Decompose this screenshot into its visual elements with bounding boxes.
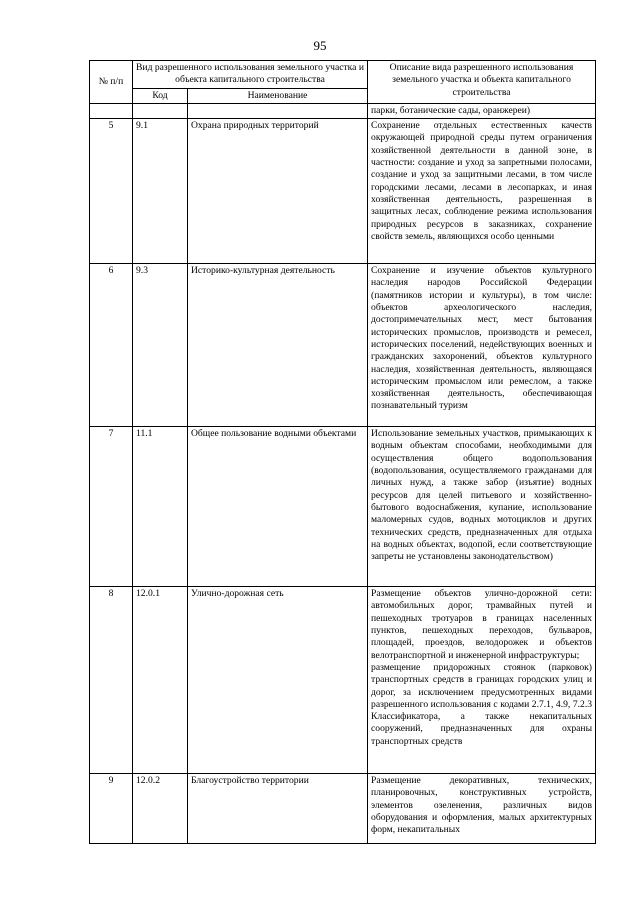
header-kod: Код — [133, 88, 188, 103]
cell-num — [90, 103, 133, 118]
description-paragraph: Размещение объектов улично-дорожной сети: автомобильных дорог, трамвайных путей и пешеходных тротуаров в границах населенных пунктов, пешеходных переходов, бульваров, площадей, проездов, велодорожек и объектов велотранспортной и инженерной инфраструктуры; — [371, 588, 593, 661]
land-use-table — [89, 60, 596, 844]
table-row — [90, 587, 596, 774]
table-row — [90, 774, 596, 844]
description-paragraph: Сохранение и изучение объектов культурного наследия народов Российской Федерации (памятников истории и культуры), в том числе: объектов археологического наследия, достопримечательных мест, мест бытования исторических промыслов, производств и ремесел, исторических поселений, недействующих военных и гражданских захоронений, объектов культурного наследия, хозяйственная деятельность, являющаяся историческим промыслом или ремеслом, а также хозяйственная деятельность, обеспечивающая познавательный туризм — [371, 265, 593, 412]
cell-name: Историко-культурная деятельность — [188, 264, 368, 427]
cell-description — [368, 119, 596, 264]
table-row — [90, 119, 596, 264]
cell-name — [188, 103, 368, 118]
header-num: № п/п — [90, 61, 133, 104]
cell-name: Улично-дорожная сеть — [188, 587, 368, 774]
cell-name: Общее пользование водными объектами — [188, 427, 368, 587]
cell-kod: 9.3 — [133, 264, 188, 427]
description-paragraph: размещение придорожных стоянок (парковок) транспортных средств в границах городских улиц и дорог, за исключением предусмотренных видами разрешенного использования с кодами 2.7.1, 4.9, 7.2.3 Классификатора, а также некапитальных сооружений, предназначенных для охраны транспортных средств — [371, 661, 593, 747]
table-row — [90, 264, 596, 427]
cell-kod: 9.1 — [133, 119, 188, 264]
description-paragraph: Сохранение отдельных естественных качеств окружающей природной среды путем ограничения хозяйственной деятельности в данной зоне, в частности: создание и уход за запретными полосами, создание и уход за защитными лесами, в том числе городскими лесами, лесами в лесопарках, и иная хозяйственная деятельность, разрешенная в защитных лесах, соблюдение режима использования природных ресурсов в заказниках, сохранение свойств земель, являющихся особо ценными — [371, 120, 593, 242]
header-naimenovanie: Наименование — [188, 88, 368, 103]
cell-num: 6 — [90, 264, 133, 427]
cell-name: Охрана природных территорий — [188, 119, 368, 264]
table-row-continuation — [90, 103, 596, 118]
table-header-row — [90, 61, 596, 89]
cell-description — [368, 587, 596, 774]
cell-num: 8 — [90, 587, 133, 774]
cell-num: 9 — [90, 774, 133, 844]
cell-description: парки, ботанические сады, оранжереи) — [368, 103, 596, 118]
description-paragraph: Использование земельных участков, примыкающих к водным объектам способами, необходимыми для осуществления общего водопользования (водопользования, осуществляемого гражданами для личных нужд, а также забор (изъятие) водных ресурсов для целей питьевого и хозяйственно-бытового водоснабжения, купание, использование маломерных судов, водных мотоциклов и других технических средств, предназначенных для отдыха на водных объектах, водопой, если соответствующие запреты не установлены законодательством) — [371, 428, 593, 563]
header-opisanie: Описание вида разрешенного использования земельного участка и объекта капитального строительства — [368, 61, 596, 104]
table-body — [90, 103, 596, 843]
cell-kod: 12.0.2 — [133, 774, 188, 844]
cell-description — [368, 427, 596, 587]
cell-kod: 11.1 — [133, 427, 188, 587]
cell-kod — [133, 103, 188, 118]
cell-name: Благоустройство территории — [188, 774, 368, 844]
description-paragraph: Размещение декоративных, технических, планировочных, конструктивных устройств, элементов озеленения, различных видов оборудования и оформления, малых архитектурных форм, некапитальных — [371, 775, 593, 836]
cell-num: 5 — [90, 119, 133, 264]
cell-description — [368, 774, 596, 844]
page-number: 95 — [313, 38, 327, 53]
cell-kod: 12.0.1 — [133, 587, 188, 774]
cell-description — [368, 264, 596, 427]
cell-num: 7 — [90, 427, 133, 587]
table-row — [90, 427, 596, 587]
header-vid: Вид разрешенного использования земельного участка и объекта капитального строительства — [133, 61, 368, 89]
